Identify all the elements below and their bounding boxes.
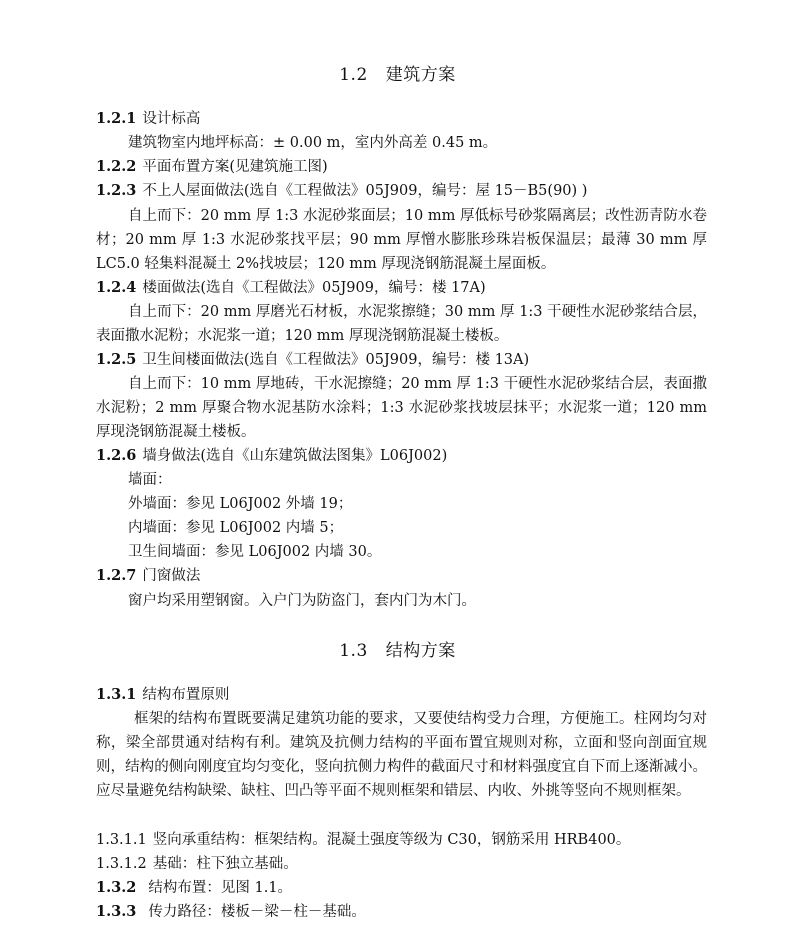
wall-line-2: 外墙面：参见 L06J002 外墙 19； [128,496,353,512]
item-1-2-4 [96,276,705,300]
item-number: 1.3.2 [96,879,137,896]
item-1-3-1-body: 框架的结构布置既要满足建筑功能的要求，又要使结构受力合理，方便施工。柱网均匀对称，梁全部贯通对结构有利。建筑及抗侧力结构的平面布置宜规则对称，立面和竖向剖面宜规则，结构的侧向刚度宜均匀变化，竖向抗侧力构件的截面尺寸和材料强度宜自下而上逐渐减小。应尽量避免结构缺梁、缺柱、凹凸等平面不规则框架和错层、内收、外挑等竖向不规则框架。 [96,711,707,799]
item-title: 楼面做法(选自《工程做法》05J909，编号：楼 17A) [142,280,486,296]
item-1-3-1-2 [96,852,705,876]
item-1-2-7 [96,564,705,588]
item-1-2-2 [96,155,705,179]
item-number: 1.3.1.1 [96,832,147,848]
item-1-2-4-body: 自上而下：20 mm 厚磨光石材板，水泥浆擦缝；30 mm 厚 1:3 干硬性水泥砂浆结合层，表面撒水泥粉；水泥浆一道；120 mm 厚现浇钢筋混凝土楼板。 [96,304,707,344]
item-1-2-5 [96,348,705,372]
item-title: 结构布置原则 [142,687,230,703]
section-title: 建筑方案 [385,65,456,85]
item-number: 1.3.1 [96,686,137,703]
item-number: 1.3.1.2 [96,856,147,872]
section-heading-1-2 [0,60,795,85]
item-title: 平面布置方案(见建筑施工图) [142,159,328,175]
item-1-2-3 [96,179,705,203]
item-number: 1.2.5 [96,351,137,368]
item-title: 门窗做法 [142,568,201,584]
item-text: 传力路径：楼板－梁－柱－基础。 [148,904,366,920]
section-title: 结构方案 [385,641,456,661]
section-heading-1-3 [0,636,795,661]
item-number: 1.2.6 [96,447,137,464]
item-title: 墙身做法(选自《山东建筑做法图集》L06J002) [142,448,448,464]
item-text: 竖向承重结构：框架结构。混凝土强度等级为 C30，钢筋采用 HRB400。 [152,832,631,848]
item-1-3-1 [96,683,705,707]
wall-line-4: 卫生间墙面：参见 L06J002 内墙 30。 [128,544,382,560]
item-number: 1.3.3 [96,903,137,920]
item-number: 1.2.1 [96,110,137,127]
item-number: 1.2.2 [96,158,137,175]
item-1-2-1 [96,107,705,131]
section-number: 1.3 [339,641,368,661]
section-number: 1.2 [339,65,368,85]
item-number: 1.2.3 [96,182,137,199]
item-1-3-2 [96,876,705,900]
item-1-2-7-body: 窗户均采用塑钢窗。入户门为防盗门，套内门为木门。 [128,593,476,609]
item-title: 设计标高 [142,111,201,127]
item-1-2-6 [96,444,705,468]
item-title: 不上人屋面做法(选自《工程做法》05J909，编号：屋 15－B5(90) ) [142,183,588,199]
item-1-3-3 [96,900,705,924]
item-1-2-5-body: 自上而下：10 mm 厚地砖，干水泥擦缝；20 mm 厚 1:3 干硬性水泥砂浆结合层，表面撒水泥粉；2 mm 厚聚合物水泥基防水涂料；1:3 水泥砂浆找坡层抹平；水泥浆一道；120 mm 厚现浇钢筋混凝土楼板。 [96,376,707,440]
item-title: 卫生间楼面做法(选自《工程做法》05J909，编号：楼 13A) [142,352,530,368]
item-1-2-1-body: 建筑物室内地坪标高：± 0.00 m，室内外高差 0.45 m。 [128,135,498,151]
item-1-2-3-body: 自上而下：20 mm 厚 1:3 水泥砂浆面层；10 mm 厚低标号砂浆隔离层；改性沥青防水卷材；20 mm 厚 1:3 水泥砂浆找平层；90 mm 厚憎水膨胀珍珠岩板保温层；最薄 30 mm 厚 LC5.0 轻集料混凝土 2%找坡层；120 mm 厚现浇钢筋混凝土屋面板。 [96,208,707,272]
wall-line-1: 墙面： [128,472,172,488]
wall-line-3: 内墙面：参见 L06J002 内墙 5； [128,520,344,536]
item-1-3-1-1 [96,828,705,852]
item-number: 1.2.4 [96,279,137,296]
item-text: 基础：柱下独立基础。 [152,856,298,872]
item-text: 结构布置：见图 1.1。 [148,880,293,896]
item-number: 1.2.7 [96,567,137,584]
